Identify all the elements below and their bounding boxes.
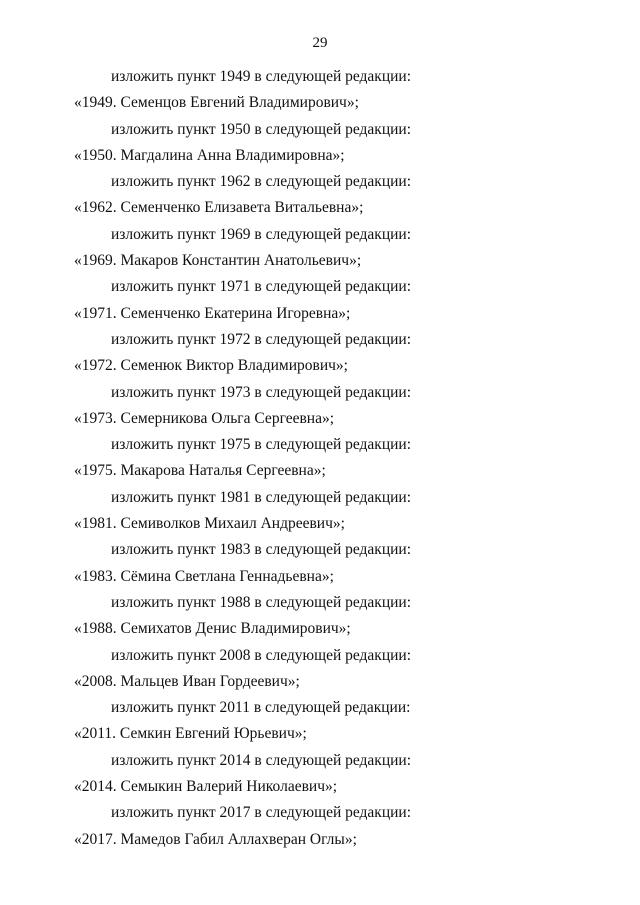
amendment-entry (0, 327, 640, 380)
amendment-entry (0, 748, 640, 801)
amendment-replacement-text: «2008. Мальцев Иван Гордеевич»; (74, 672, 300, 690)
amendment-entry (0, 800, 640, 853)
amendment-entry (0, 485, 640, 538)
amendment-instruction: изложить пункт 1983 в следующей редакции: (111, 541, 412, 559)
amendment-replacement-text: «1950. Магдалина Анна Владимировна»; (74, 146, 345, 164)
amendment-entry (0, 64, 640, 117)
amendment-instruction: изложить пункт 2017 в следующей редакции: (111, 804, 412, 822)
amendment-instruction: изложить пункт 1969 в следующей редакции: (111, 225, 412, 243)
amendment-entry (0, 222, 640, 275)
amendment-replacement-text: «1988. Семихатов Денис Владимирович»; (74, 620, 351, 638)
amendment-list (0, 64, 640, 853)
page-number: 29 (312, 35, 328, 51)
amendment-instruction: изложить пункт 1981 в следующей редакции: (111, 488, 412, 506)
amendment-instruction: изложить пункт 1962 в следующей редакции: (111, 173, 412, 191)
amendment-replacement-text: «2011. Семкин Евгений Юрьевич»; (74, 725, 307, 743)
amendment-instruction: изложить пункт 1971 в следующей редакции: (111, 278, 412, 296)
amendment-instruction: изложить пункт 1972 в следующей редакции: (111, 330, 412, 348)
amendment-replacement-text: «1962. Семенченко Елизавета Витальевна»; (74, 199, 364, 217)
amendment-entry (0, 643, 640, 696)
amendment-replacement-text: «1969. Макаров Константин Анатольевич»; (74, 252, 362, 270)
amendment-entry (0, 117, 640, 170)
amendment-instruction: изложить пункт 2014 в следующей редакции: (111, 751, 412, 769)
amendment-replacement-text: «1981. Семиволков Михаил Андреевич»; (74, 515, 345, 533)
amendment-replacement-text: «1973. Семерникова Ольга Сергеевна»; (74, 409, 335, 427)
amendment-replacement-text: «1975. Макарова Наталья Сергеевна»; (74, 462, 326, 480)
amendment-replacement-text: «1983. Сёмина Светлана Геннадьевна»; (74, 567, 334, 585)
amendment-instruction: изложить пункт 1950 в следующей редакции: (111, 120, 412, 138)
amendment-replacement-text: «2017. Мамедов Габил Аллахверан Оглы»; (74, 830, 357, 848)
amendment-replacement-text: «1949. Семенцов Евгений Владимирович»; (74, 94, 359, 112)
amendment-instruction: изложить пункт 1973 в следующей редакции: (111, 383, 412, 401)
amendment-entry (0, 432, 640, 485)
amendment-entry (0, 695, 640, 748)
amendment-entry (0, 537, 640, 590)
amendment-entry (0, 380, 640, 433)
amendment-replacement-text: «1972. Семенюк Виктор Владимирович»; (74, 357, 348, 375)
amendment-replacement-text: «2014. Семыкин Валерий Николаевич»; (74, 778, 338, 796)
amendment-entry (0, 590, 640, 643)
amendment-instruction: изложить пункт 1949 в следующей редакции: (111, 68, 412, 85)
amendment-replacement-text: «1971. Семенченко Екатерина Игоревна»; (74, 304, 351, 322)
amendment-instruction: изложить пункт 1988 в следующей редакции: (111, 593, 412, 611)
amendment-entry (0, 169, 640, 222)
amendment-instruction: изложить пункт 2008 в следующей редакции: (111, 646, 412, 664)
amendment-instruction: изложить пункт 1975 в следующей редакции: (111, 436, 412, 454)
amendment-entry (0, 274, 640, 327)
amendment-instruction: изложить пункт 2011 в следующей редакции: (111, 699, 411, 717)
